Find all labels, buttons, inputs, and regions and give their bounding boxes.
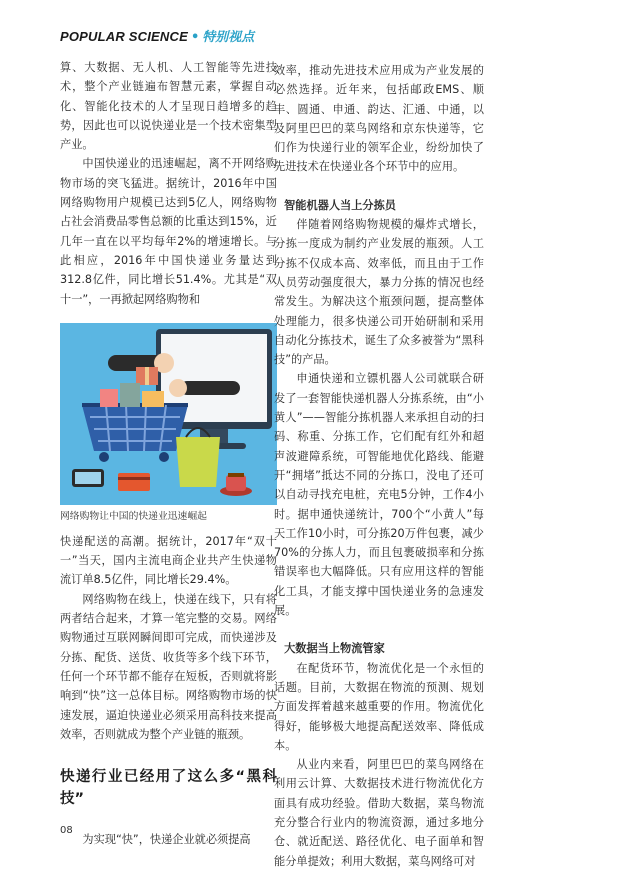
paragraph: 在配货环节，物流优化是一个永恒的话题。目前，大数据在物流的预测、规划方面发挥着越来越重要的作用。物流优化得好，能够极大地提高配送效率、降低成本。 [274,661,484,752]
paragraph: 网络购物在线上，快递在线下，只有将两者结合起来，才算一笔完整的交易。网络购物通过互联网瞬间即可完成，而快递涉及分拣、配货、送货、收货等多个线下环节，任何一个环节都不能存在短板，否则就将影响到“快”这一总体目标。网络购物市场的快速发展，逼迫快递业必须采用高科技来提高效率，否则就成为整个产业链的瓶颈。 [60,592,277,741]
header-separator: • [190,30,200,45]
credit-card-icon [118,473,150,491]
paragraph: 算、大数据、无人机、人工智能等先进技术，整个产业链遍布智慧元素，掌握自动化、智能化技术的人才呈现日趋增多的趋势，因此也可以说快递业是一个技术密集型产业。 [60,61,277,152]
gift-box-icon [136,367,158,385]
paragraph: 快递配送的高潮。据统计，2017年“双十一”当天，国内主流电商企业共产生快递物流订单8.5亿件，同比增长29.4%。 [60,534,277,587]
paragraph: 效率，推动先进技术应用成为产业发展的必然选择。近年来，包括邮政EMS、顺丰、圆通、申通、韵达、汇通、中通，以及阿里巴巴的菜鸟网络和京东快递等，它们作为快递行业的领军企业，纷纷加快了先进技术在快递业各个环节中的应用。 [274,64,484,174]
paragraph: 中国快递业的迅速崛起，离不开网络购物市场的突飞猛进。据统计，2016年中国网络购物用户规模已达到5亿人，网络购物占社会消费品零售总额的比重达到15%，近几年一直在以平均每年2%的增速增长。与此相应，2016年中国快递业务量达到312.8亿件，同比增长51.4%。尤其是“双十一”，一再掀起网络购物和 [60,157,277,306]
figure-caption: 网络购物让中国的快递业迅速崛起 [60,510,207,522]
section-name: 特别视点 [202,30,255,45]
online-shopping-illustration [60,323,277,505]
subheading-big-data: 大数据当上物流管家 [284,642,385,656]
left-column [60,58,277,849]
magazine-brand: POPULAR SCIENCE [60,29,188,44]
paragraph: 为实现“快”，快递企业就必须提高 [82,833,251,847]
subheading-sorting-robots: 智能机器人当上分拣员 [284,198,396,212]
illustration-graphic [60,323,277,505]
running-header [60,26,254,45]
page-number: 08 [60,825,73,836]
paragraph: 申通快递和立镖机器人公司就联合研发了一套智能快递机器人分拣系统，由“小黄人”——智能分拣机器人来承担自动的扫码、称重、分拣工作，它们配有红外和超声波避障系统，可智能地优化路线、能避开“拥堵”抵达不同的分拣口，没电了还可以自动寻找充电桩，充电5分钟，工作4小时。据申通快递统计，700个“小黄人”每天工作10小时，可分拣20万件包裹，减少70%的分拣人力，而且包裹破损率和分拣错误率也大幅降低。只有应用这样的智能化工具，才能支撑中国快递业务的急速发展。 [274,372,484,618]
section-heading: 快递行业已经用了这么多“黑科技” [60,769,277,808]
paragraph: 从业内来看，阿里巴巴的菜鸟网络在利用云计算、大数据技术进行物流优化方面具有成功经验。借助大数据，菜鸟物流充分整合行业内的物流资源，通过多地分仓、就近配送、路径优化、电子面单和智能分单提效；利用大数据，菜鸟网络可对 [274,758,484,868]
right-column [274,61,484,871]
smartphone-icon [72,469,104,487]
paragraph: 伴随着网络购物规模的爆炸式增长，分拣一度成为制约产业发展的瓶颈。人工分拣不仅成本高、效率低，而且由于工作人员劳动强度很大，暴力分拣的情况也经常发生。为解决这个瓶颈问题，提高整体处理能力，很多快递公司开始研制和采用自动化分拣技术，诞生了众多被誉为“黑科技”的产品。 [274,218,484,367]
